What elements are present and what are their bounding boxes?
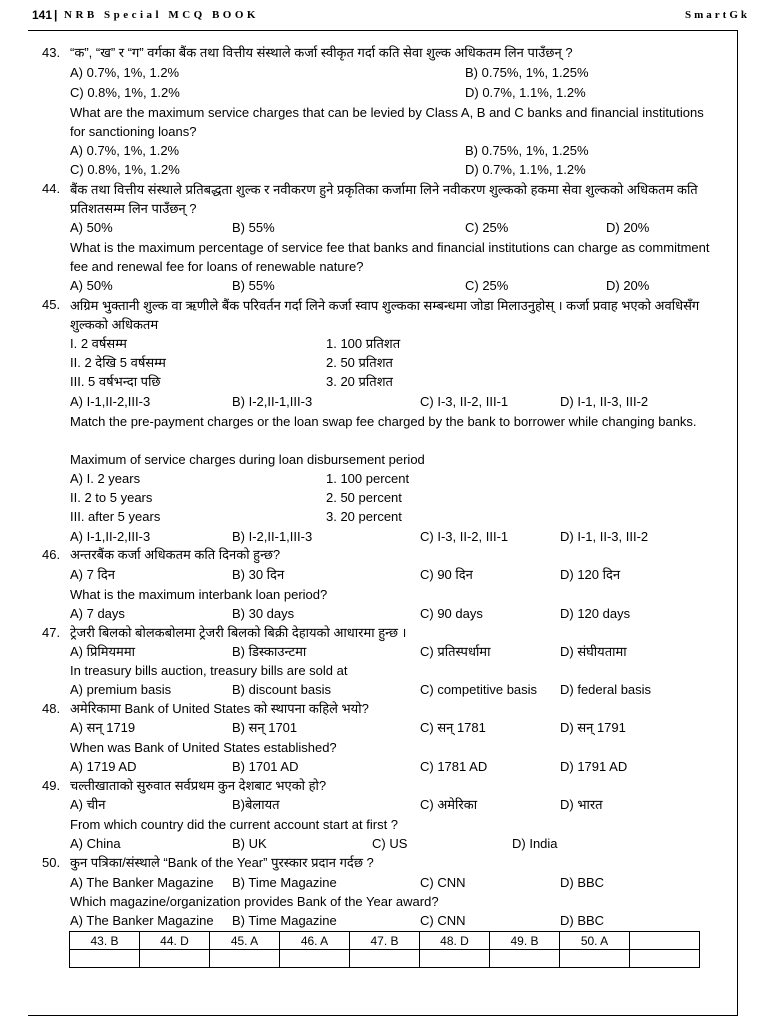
match-item: I. 2 वर्षसम्म (70, 336, 127, 351)
option: A) प्रिमियममा (70, 644, 135, 659)
option: D) 120 days (560, 606, 631, 621)
option: B) UK (232, 836, 267, 851)
header-separator: | (54, 8, 58, 22)
match-item: A) I. 2 years (70, 471, 141, 486)
question-number: 44. (42, 181, 61, 196)
match-item: 2. 50 percent (326, 490, 402, 505)
answer-cell-empty (70, 950, 140, 968)
question-text-np: कुन पत्रिका/संस्थाले “Bank of the Year” पुरस्कार प्रदान गर्दछ ? (70, 855, 374, 870)
question-number: 45. (42, 297, 61, 312)
option: C) US (372, 836, 408, 851)
option: B) डिस्काउन्टमा (232, 644, 307, 659)
match-item: 1. 100 प्रतिशत (326, 336, 401, 351)
option: C) 0.8%, 1%, 1.2% (70, 85, 180, 100)
answer-cell: 49. B (490, 932, 560, 950)
option: D) भारत (560, 797, 603, 812)
answer-cell-empty (350, 950, 420, 968)
option: B) सन् 1701 (232, 720, 298, 735)
book-title: NRB Special MCQ BOOK (64, 9, 259, 21)
option: C) I-3, II-2, III-1 (420, 529, 509, 544)
option: B) 1701 AD (232, 759, 299, 774)
option: B) Time Magazine (232, 913, 337, 928)
match-item: III. 5 वर्षभन्दा पछि (70, 374, 161, 389)
option: A) 1719 AD (70, 759, 137, 774)
option: D) federal basis (560, 682, 652, 697)
option: D) सन् 1791 (560, 720, 626, 735)
header-rule (28, 30, 738, 31)
option: C) 90 दिन (420, 567, 473, 582)
question-text-en: What is the maximum interbank loan period? (70, 587, 328, 602)
option: B) Time Magazine (232, 875, 337, 890)
question-text-np: अमेरिकामा Bank of United States को स्थापना कहिले भयो? (70, 701, 369, 716)
match-item: III. after 5 years (70, 509, 161, 524)
answer-cell-empty (420, 950, 490, 968)
answer-cell-empty (210, 950, 280, 968)
option: A) 7 days (70, 606, 125, 621)
option: A) 7 दिन (70, 567, 115, 582)
option: C) प्रतिस्पर्धामा (420, 644, 491, 659)
answer-cell: 44. D (140, 932, 210, 950)
question-text-en: What are the maximum service charges that can be levied by Class A, B and C banks and financial institutions for sanctioning loans? (70, 105, 704, 139)
answer-cell: 50. A (560, 932, 630, 950)
option: D) 20% (606, 278, 650, 293)
answer-cell-empty (560, 950, 630, 968)
question-text-en: In treasury bills auction, treasury bills are sold at (70, 663, 348, 678)
answer-key-row-empty (70, 950, 700, 968)
answer-key-row (70, 932, 700, 950)
option: B) I-2,II-1,III-3 (232, 529, 313, 544)
bottom-border (28, 1015, 738, 1016)
option: D) 0.7%, 1.1%, 1.2% (465, 85, 586, 100)
option: D) I-1, II-3, III-2 (560, 394, 649, 409)
option: C) अमेरिका (420, 797, 478, 812)
question-text-np: बैंक तथा वित्तीय संस्थाले प्रतिबद्धता शुल्क र नवीकरण हुने प्रकृतिका कर्जामा लिने नवीकरण शुल्कको हकमा सेवा शुल्कको अधिकतम कति प्रतिशतसम्म लिन पाउँछन् ? (70, 182, 698, 216)
answer-key-table (69, 931, 700, 968)
option: A) I-1,II-2,III-3 (70, 529, 151, 544)
option: B)बेलायत (232, 797, 280, 812)
option: A) 0.7%, 1%, 1.2% (70, 65, 180, 80)
option: A) The Banker Magazine (70, 913, 214, 928)
option: C) CNN (420, 913, 466, 928)
question-number: 46. (42, 547, 61, 562)
option: B) 30 दिन (232, 567, 285, 582)
option: C) सन् 1781 (420, 720, 486, 735)
option: A) premium basis (70, 682, 172, 697)
option: A) China (70, 836, 121, 851)
option: D) India (512, 836, 558, 851)
question-text-en: From which country did the current account start at first ? (70, 817, 399, 832)
question-text-en: What is the maximum percentage of service fee that banks and financial institutions can charge as commitment fee and renewal fee for loans of renewable nature? (70, 240, 710, 274)
page-number: 141 (32, 8, 53, 22)
answer-cell-empty (630, 950, 700, 968)
answer-cell-empty (630, 932, 700, 950)
answer-cell-empty (280, 950, 350, 968)
option: B) 55% (232, 278, 275, 293)
match-item: 3. 20 प्रतिशत (326, 374, 393, 389)
right-border (737, 30, 738, 1016)
option: A) चीन (70, 797, 106, 812)
option: D) I-1, II-3, III-2 (560, 529, 649, 544)
option: C) 25% (465, 220, 509, 235)
option: C) 25% (465, 278, 509, 293)
option: A) 50% (70, 220, 113, 235)
option: C) competitive basis (420, 682, 538, 697)
answer-cell: 48. D (420, 932, 490, 950)
question-text-np: “क”, “ख” र “ग” वर्गका बैंक तथा वित्तीय संस्थाले कर्जा स्वीकृत गर्दा कति सेवा शुल्क अधिकतम लिन पाउँछन् ? (70, 45, 573, 60)
answer-cell: 43. B (70, 932, 140, 950)
option: B) 0.75%, 1%, 1.25% (465, 143, 589, 158)
question-text-np: चल्तीखाताको सुरुवात सर्वप्रथम कुन देशबाट भएको हो? (70, 778, 327, 793)
option: B) I-2,II-1,III-3 (232, 394, 313, 409)
option: B) 30 days (232, 606, 295, 621)
option: C) I-3, II-2, III-1 (420, 394, 509, 409)
option: C) 0.8%, 1%, 1.2% (70, 162, 180, 177)
option: A) 0.7%, 1%, 1.2% (70, 143, 180, 158)
answer-cell: 47. B (350, 932, 420, 950)
option: C) CNN (420, 875, 466, 890)
option: A) The Banker Magazine (70, 875, 214, 890)
option: A) सन् 1719 (70, 720, 136, 735)
match-item: II. 2 देखि 5 वर्षसम्म (70, 355, 166, 370)
option: D) 0.7%, 1.1%, 1.2% (465, 162, 586, 177)
option: A) 50% (70, 278, 113, 293)
page-header (28, 4, 756, 30)
option: D) 1791 AD (560, 759, 628, 774)
option: D) 20% (606, 220, 650, 235)
question-text-np: ट्रेजरी बिलको बोलकबोलमा ट्रेजरी बिलको बिक्री देहायको आधारमा हुन्छ । (70, 625, 407, 640)
brand-name: SmartGk (685, 9, 750, 21)
option: C) 90 days (420, 606, 483, 621)
answer-cell: 46. A (280, 932, 350, 950)
question-text-np: अग्रिम भुक्तानी शुल्क वा ऋणीले बैंक परिवर्तन गर्दा लिने कर्जा स्वाप शुल्कका सम्बन्धमा जोडा मिलाउनुहोस् । कर्जा प्रवाह भएको अवधिसँग शुल्कको अधिकतम (70, 298, 700, 332)
answer-cell-empty (140, 950, 210, 968)
option: D) BBC (560, 913, 605, 928)
question-text-en: Which magazine/organization provides Bank of the Year award? (70, 894, 439, 909)
question-text-np: अन्तरबैंक कर्जा अधिकतम कति दिनको हुन्छ? (70, 547, 281, 562)
question-number: 48. (42, 701, 61, 716)
option: B) 0.75%, 1%, 1.25% (465, 65, 589, 80)
question-text-en: Maximum of service charges during loan disbursement period (70, 452, 425, 467)
option: D) BBC (560, 875, 605, 890)
match-item: 2. 50 प्रतिशत (326, 355, 393, 370)
question-number: 49. (42, 778, 61, 793)
match-item: 3. 20 percent (326, 509, 402, 524)
option: D) संघीयतामा (560, 644, 627, 659)
match-item: II. 2 to 5 years (70, 490, 153, 505)
question-text-en: Match the pre-payment charges or the loan swap fee charged by the bank to borrower while changing banks. (70, 414, 697, 429)
answer-cell: 45. A (210, 932, 280, 950)
question-text-en: When was Bank of United States established? (70, 740, 337, 755)
option: B) discount basis (232, 682, 331, 697)
option: C) 1781 AD (420, 759, 488, 774)
question-number: 43. (42, 45, 61, 60)
option: B) 55% (232, 220, 275, 235)
option: D) 120 दिन (560, 567, 621, 582)
option: A) I-1,II-2,III-3 (70, 394, 151, 409)
question-number: 47. (42, 625, 61, 640)
answer-cell-empty (490, 950, 560, 968)
match-item: 1. 100 percent (326, 471, 410, 486)
question-number: 50. (42, 855, 61, 870)
